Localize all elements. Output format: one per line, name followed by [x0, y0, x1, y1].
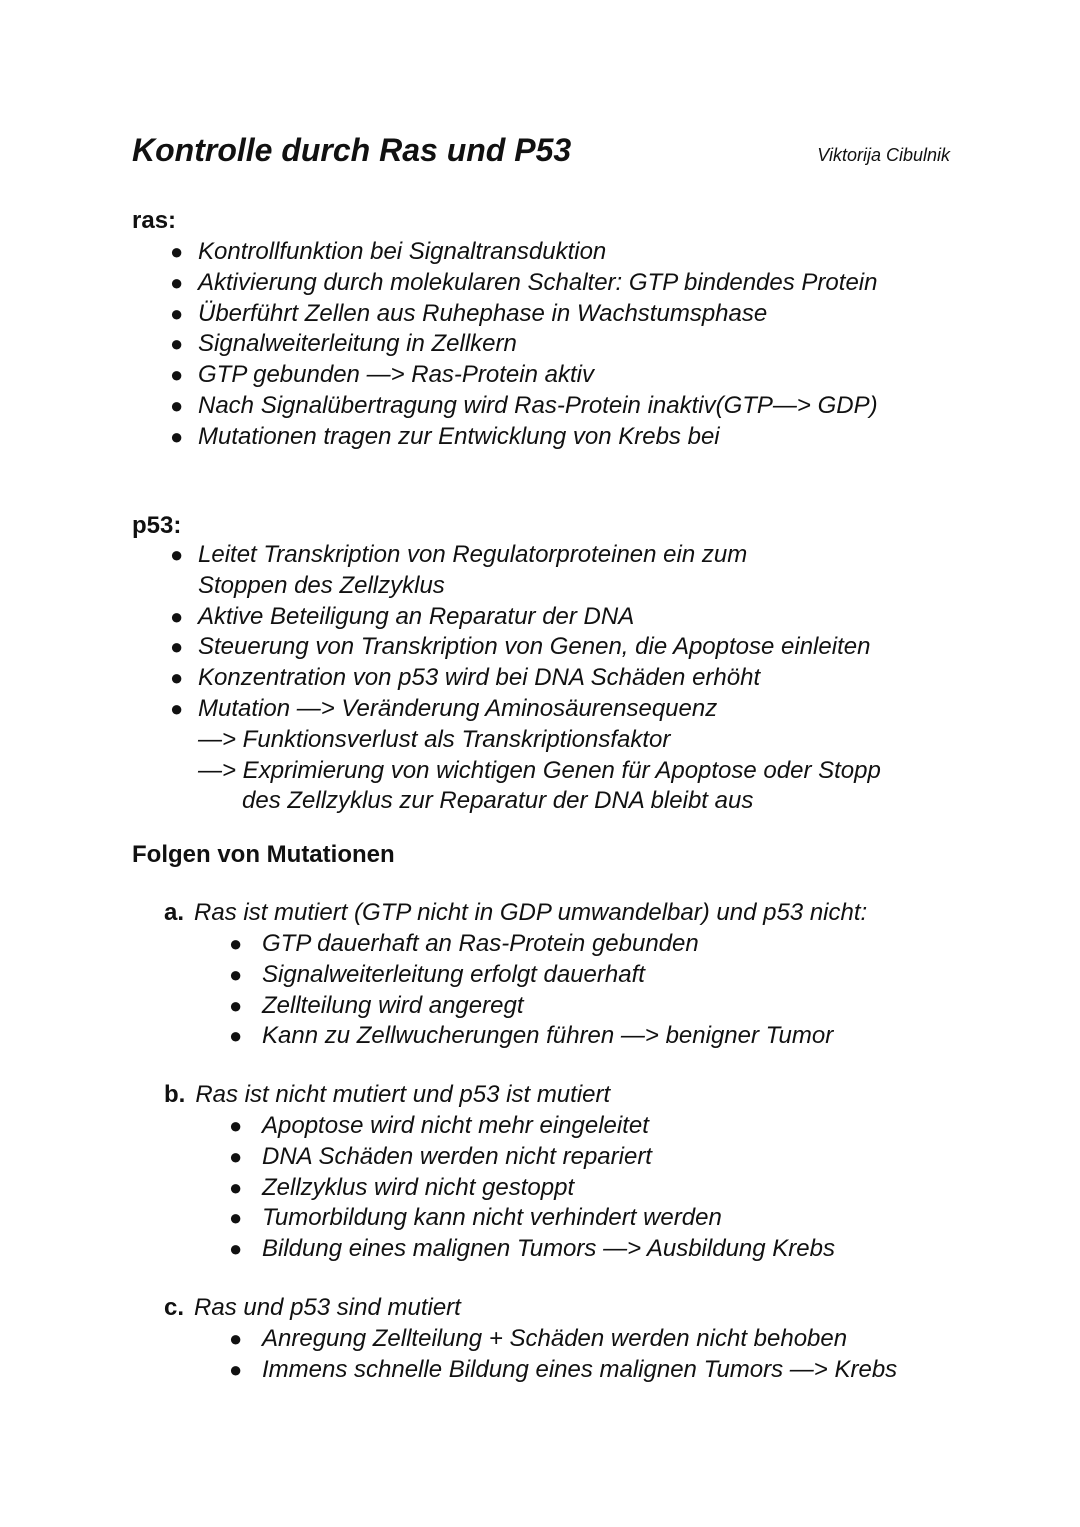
case-label: b. — [164, 1081, 186, 1108]
bullet-icon: ● — [229, 1326, 243, 1351]
list-item: ● Mutation —> Veränderung Aminosäurensequenz —> Funktionsverlust als Transkriptionsfaktor —> Exprimierung von wichtigen Genen für Apoptose oder Stopp des Zellzyklus zur Reparatur der DNA bleibt aus — [132, 694, 881, 817]
list-item: ● Steuerung von Transkription von Genen, die Apoptose einleiten — [132, 632, 881, 663]
bullet-icon: ● — [229, 931, 243, 956]
list-item: ● Apoptose wird nicht mehr eingeleitet — [229, 1111, 835, 1142]
list-item: ● Immens schnelle Bildung eines malignen Tumors —> Krebs — [229, 1355, 897, 1386]
bullet-icon: ● — [170, 331, 184, 357]
list-item: ● GTP dauerhaft an Ras-Protein gebunden — [229, 929, 833, 960]
mutation-line: des Zellzyklus zur Reparatur der DNA bleibt aus — [242, 787, 754, 815]
bullet-icon: ● — [170, 423, 184, 449]
list-item: ● Nach Signalübertragung wird Ras-Protein inaktiv(GTP—> GDP) — [132, 391, 878, 422]
list-item: ● GTP gebunden —> Ras-Protein aktiv — [132, 360, 878, 391]
bullet-icon: ● — [170, 239, 184, 264]
bullet-icon: ● — [229, 1356, 243, 1382]
list-item: ● Aktive Beteiligung an Reparatur der DNA — [132, 602, 881, 633]
author-name: Viktorija Cibulnik — [817, 145, 950, 165]
bullet-icon: ● — [170, 392, 184, 418]
case-b-list — [229, 1111, 835, 1265]
list-item: ● Zellzyklus wird nicht gestoppt — [229, 1173, 835, 1204]
case-c: c. Ras und p53 sind mutiert — [164, 1294, 461, 1321]
list-item: ● Kann zu Zellwucherungen führen —> benigner Tumor — [229, 1021, 833, 1052]
mutation-line: —> Exprimierung von wichtigen Genen für Apoptose oder Stopp — [198, 756, 881, 784]
bullet-icon: ● — [229, 1174, 243, 1200]
case-label: c. — [164, 1294, 185, 1321]
bullet-icon: ● — [229, 1205, 243, 1231]
p53-list — [132, 540, 881, 817]
list-item: ● Kontrollfunktion bei Signaltransduktion — [132, 237, 878, 268]
bullet-icon: ● — [170, 665, 184, 691]
list-item: ● Bildung eines malignen Tumors —> Ausbildung Krebs — [229, 1234, 835, 1265]
list-item: ● Aktivierung durch molekularen Schalter: GTP bindendes Protein — [132, 268, 878, 299]
case-label: a. — [164, 899, 185, 926]
list-item: ● Anregung Zellteilung + Schäden werden nicht behoben — [229, 1324, 897, 1355]
case-a: a. Ras ist mutiert (GTP nicht in GDP umwandelbar) und p53 nicht: — [164, 899, 868, 926]
ras-heading: ras: — [132, 207, 177, 234]
list-item: ● Überführt Zellen aus Ruhephase in Wachstumsphase — [132, 299, 878, 330]
bullet-icon: ● — [229, 1023, 243, 1049]
list-item: ● Tumorbildung kann nicht verhindert werden — [229, 1203, 835, 1234]
list-item: ● Konzentration von p53 wird bei DNA Schäden erhöht — [132, 663, 881, 694]
bullet-icon: ● — [229, 1236, 243, 1262]
bullet-icon: ● — [229, 992, 243, 1018]
bullet-icon: ● — [170, 300, 184, 326]
bullet-icon: ● — [170, 269, 184, 295]
case-b: b. Ras ist nicht mutiert und p53 ist mutiert — [164, 1081, 611, 1108]
bullet-icon: ● — [229, 1143, 243, 1169]
bullet-icon: ● — [229, 1113, 243, 1138]
bullet-icon: ● — [229, 961, 243, 987]
list-item: ● Signalweiterleitung in Zellkern — [132, 329, 878, 360]
bullet-icon: ● — [170, 362, 184, 388]
bullet-icon: ● — [170, 542, 184, 567]
list-item: ● Mutationen tragen zur Entwicklung von Krebs bei — [132, 422, 878, 453]
ras-list — [132, 237, 878, 453]
list-item: ● Leitet Transkription von Regulatorproteinen ein zum Stoppen des Zellzyklus — [170, 541, 748, 599]
bullet-icon: ● — [170, 603, 184, 629]
list-item: ● DNA Schäden werden nicht repariert — [229, 1142, 835, 1173]
page-title: Kontrolle durch Ras und P53 — [132, 132, 572, 168]
bullet-icon: ● — [170, 634, 184, 660]
list-item: ● Signalweiterleitung erfolgt dauerhaft — [229, 960, 833, 991]
case-a-list — [229, 929, 833, 1052]
p53-heading: p53: — [132, 512, 182, 539]
mutation-line: —> Funktionsverlust als Transkriptionsfaktor — [198, 725, 671, 753]
list-item: ● Zellteilung wird angeregt — [229, 991, 833, 1022]
bullet-icon: ● — [170, 695, 184, 721]
case-c-list — [229, 1324, 897, 1386]
folgen-heading: Folgen von Mutationen — [132, 841, 395, 868]
